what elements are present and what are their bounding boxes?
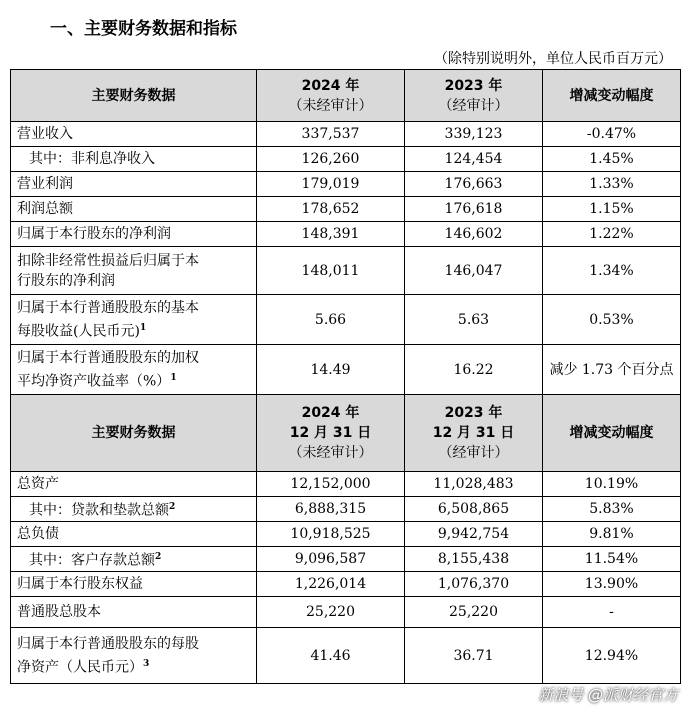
header-change: 增减变动幅度	[543, 395, 681, 472]
header-2024	[257, 70, 405, 122]
value-change: 11.54%	[543, 547, 681, 572]
header-2024	[257, 395, 405, 472]
row-label-line2	[17, 368, 250, 392]
row-label: 利润总额	[11, 197, 257, 222]
header-2024-audit: （未经审计）	[288, 445, 373, 461]
header-2023-date: 12 月 31 日	[432, 425, 515, 441]
header-2023-year: 2023 年	[444, 77, 503, 94]
value-2024: 9,096,587	[257, 547, 405, 572]
footnote-marker: 1	[170, 372, 177, 383]
row-label-text: 其中：客户存款总额	[29, 552, 155, 569]
row-label	[11, 345, 257, 395]
row-label-line2-text: 平均净资产收益率（%）	[17, 373, 171, 390]
value-change: 0.53%	[543, 295, 681, 345]
header-change: 增减变动幅度	[543, 70, 681, 122]
value-2023: 16.22	[405, 345, 543, 395]
table-row	[11, 295, 681, 345]
value-2024: 5.66	[257, 295, 405, 345]
row-label: 总负债	[11, 522, 257, 547]
row-label	[11, 497, 257, 522]
value-2023: 176,663	[405, 172, 543, 197]
table-row	[11, 247, 681, 295]
header-2024-year: 2024 年	[301, 405, 360, 421]
table-header-row	[11, 70, 681, 122]
footnote-marker: 2	[155, 552, 162, 563]
value-2024: 41.46	[257, 628, 405, 684]
table-row	[11, 572, 681, 597]
table-row	[11, 522, 681, 547]
table-row	[11, 345, 681, 395]
value-2024: 178,652	[257, 197, 405, 222]
value-2023: 176,618	[405, 197, 543, 222]
header-2023	[405, 70, 543, 122]
header-item: 主要财务数据	[11, 395, 257, 472]
value-change: 1.15%	[543, 197, 681, 222]
row-label	[11, 547, 257, 572]
value-2024: 126,260	[257, 147, 405, 172]
value-2023: 1,076,370	[405, 572, 543, 597]
row-label-line2	[17, 654, 250, 678]
table-row	[11, 472, 681, 497]
value-2024: 337,537	[257, 122, 405, 147]
footnote-marker: 3	[143, 658, 150, 669]
row-label	[11, 295, 257, 345]
footnote-marker: 2	[169, 502, 176, 513]
header-2023	[405, 395, 543, 472]
value-2024: 25,220	[257, 597, 405, 628]
row-label: 归属于本行股东权益	[11, 572, 257, 597]
value-2023: 36.71	[405, 628, 543, 684]
footnote-marker: 1	[139, 322, 147, 333]
value-change: -0.47%	[543, 122, 681, 147]
table-row	[11, 197, 681, 222]
header-2023-audit: （经审计）	[438, 445, 509, 461]
header-item: 主要财务数据	[11, 70, 257, 122]
value-2024: 10,918,525	[257, 522, 405, 547]
row-label-line2-text: 每股收益(人民币元)	[17, 323, 140, 340]
table-row	[11, 122, 681, 147]
value-2023: 146,047	[405, 247, 543, 295]
section-title: 一、主要财务数据和指标	[50, 19, 237, 39]
value-change: 1.22%	[543, 222, 681, 247]
row-label-line1: 扣除非经常性损益后归属于本	[17, 252, 199, 269]
table-row	[11, 497, 681, 522]
row-label	[11, 628, 257, 684]
value-change: 减少 1.73 个百分点	[543, 345, 681, 395]
value-2023: 9,942,754	[405, 522, 543, 547]
row-label-line1: 归属于本行普通股股东的加权	[17, 349, 199, 366]
row-label-line2: 行股东的净利润	[17, 272, 115, 289]
unit-note: （除特别说明外，单位人民币百万元）	[434, 51, 672, 67]
row-label: 其中：非利息净收入	[11, 147, 257, 172]
value-2024: 179,019	[257, 172, 405, 197]
row-label: 普通股总股本	[11, 597, 257, 628]
value-2023: 11,028,483	[405, 472, 543, 497]
row-label: 总资产	[11, 472, 257, 497]
value-2023: 8,155,438	[405, 547, 543, 572]
header-2024-audit: （未经审计）	[288, 97, 373, 114]
row-label-line2-text: 净资产（人民币元）	[17, 659, 143, 676]
value-2023: 25,220	[405, 597, 543, 628]
value-2024: 6,888,315	[257, 497, 405, 522]
table-row	[11, 147, 681, 172]
value-2024: 14.49	[257, 345, 405, 395]
value-2023: 6,508,865	[405, 497, 543, 522]
table-header-row	[11, 395, 681, 472]
value-2023: 5.63	[405, 295, 543, 345]
table-row	[11, 597, 681, 628]
row-label: 归属于本行股东的净利润	[11, 222, 257, 247]
row-label-line1: 归属于本行普通股股东的基本	[17, 299, 199, 316]
header-2023-year: 2023 年	[444, 405, 503, 421]
row-label: 营业利润	[11, 172, 257, 197]
value-2024: 148,011	[257, 247, 405, 295]
value-change: 13.90%	[543, 572, 681, 597]
value-2024: 1,226,014	[257, 572, 405, 597]
value-change: -	[543, 597, 681, 628]
header-2023-audit: （经审计）	[438, 97, 509, 114]
value-change: 10.19%	[543, 472, 681, 497]
financial-data-table	[10, 69, 681, 684]
value-2023: 339,123	[405, 122, 543, 147]
row-label: 营业收入	[11, 122, 257, 147]
value-change: 5.83%	[543, 497, 681, 522]
value-2024: 12,152,000	[257, 472, 405, 497]
value-change: 12.94%	[543, 628, 681, 684]
header-2024-year: 2024 年	[301, 77, 360, 94]
table-row	[11, 547, 681, 572]
value-change: 1.33%	[543, 172, 681, 197]
value-2024: 148,391	[257, 222, 405, 247]
row-label-line1: 归属于本行普通股股东的每股	[17, 635, 199, 652]
table-row	[11, 222, 681, 247]
table-row	[11, 172, 681, 197]
row-label-text: 其中：贷款和垫款总额	[29, 502, 169, 519]
row-label-line2	[17, 318, 250, 342]
value-change: 1.34%	[543, 247, 681, 295]
table-row	[11, 628, 681, 684]
watermark: 新浪号 @派财经官方	[538, 686, 678, 704]
value-change: 1.45%	[543, 147, 681, 172]
value-2023: 124,454	[405, 147, 543, 172]
row-label	[11, 247, 257, 295]
value-change: 9.81%	[543, 522, 681, 547]
value-2023: 146,602	[405, 222, 543, 247]
header-2024-date: 12 月 31 日	[289, 425, 372, 441]
